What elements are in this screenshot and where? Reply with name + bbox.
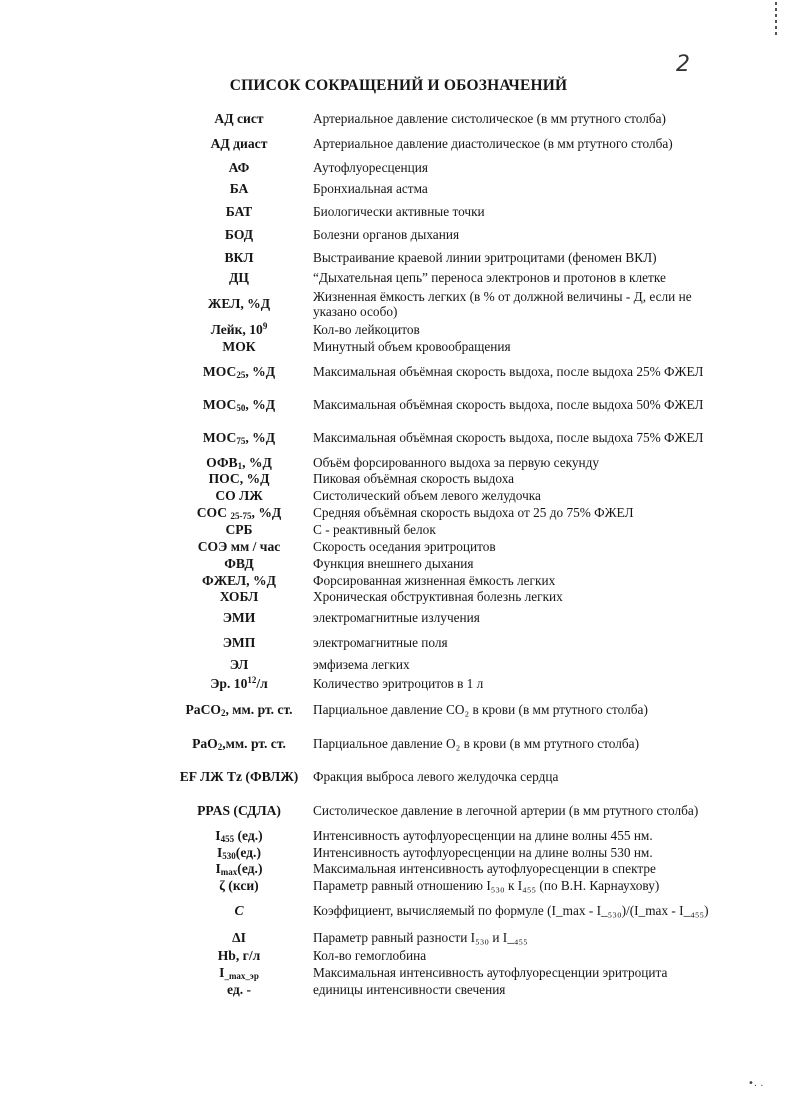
abbreviation-definition: Максимальная объёмная скорость выдоха, после выдоха 75% ФЖЕЛ bbox=[313, 429, 704, 445]
term-suffix: /л bbox=[256, 675, 268, 691]
term-text: ОФВ bbox=[206, 454, 238, 470]
term-suffix: , мм. рт. ст. bbox=[225, 702, 293, 718]
term-subscript: 2 bbox=[217, 741, 223, 752]
term-text: ФЖЕЛ, %Д bbox=[202, 572, 276, 588]
abbreviation-term bbox=[165, 201, 313, 223]
abbreviation-definition: Хроническая обструктивная болезнь легких bbox=[313, 589, 563, 605]
abbreviation-term bbox=[165, 827, 313, 844]
abbreviation-definition: эмфизема легких bbox=[313, 657, 410, 673]
abbreviation-definition: Артериальное давление диастолическое (в мм ртутного столба) bbox=[313, 135, 673, 151]
term-subscript: 25-75 bbox=[230, 510, 252, 521]
term-text: АД сист bbox=[214, 111, 264, 127]
term-suffix: , %Д bbox=[245, 429, 276, 445]
term-text: Hb, г/л bbox=[217, 947, 261, 963]
term-text: ζ (кси) bbox=[219, 877, 259, 893]
abbreviation-definition: Форсированная жизненная ёмкость легких bbox=[313, 572, 556, 588]
term-text: ЭМП bbox=[222, 635, 256, 651]
abbreviation-definition: Параметр равный разности I₅₃₀ и I_₄₅₅ bbox=[313, 929, 528, 945]
term-text: БОД bbox=[224, 227, 254, 243]
scan-artifact: •. . bbox=[748, 1078, 764, 1089]
term-text: ЖЕЛ, %Д bbox=[207, 296, 271, 312]
glossary-row bbox=[165, 504, 725, 521]
glossary-row bbox=[165, 287, 725, 321]
abbreviation-term bbox=[165, 247, 313, 269]
term-subscript: max bbox=[220, 867, 238, 878]
abbreviation-term bbox=[165, 471, 313, 487]
abbreviation-term bbox=[165, 355, 313, 388]
abbreviation-definition: Коэффициент, вычисляемый по формуле (I_max - I_₅₃₀)/(I_max - I_₄₅₅) bbox=[313, 903, 709, 919]
glossary-row bbox=[165, 981, 725, 998]
glossary-row bbox=[165, 844, 725, 861]
term-text: АФ bbox=[228, 160, 250, 176]
term-text: ΔI bbox=[232, 929, 246, 945]
abbreviation-definition: Артериальное давление систолическое (в мм ртутного столба) bbox=[313, 111, 666, 127]
abbreviation-term bbox=[165, 964, 313, 981]
term-suffix: , %Д bbox=[251, 504, 282, 520]
abbreviation-term bbox=[165, 693, 313, 727]
term-text: ЭМИ bbox=[222, 609, 256, 625]
glossary-row bbox=[165, 538, 725, 555]
term-text: БА bbox=[229, 181, 249, 197]
term-text: PPAS (СДЛА) bbox=[197, 802, 281, 818]
glossary-row bbox=[165, 421, 725, 454]
glossary-row bbox=[165, 454, 725, 471]
abbreviation-definition: С - реактивный белок bbox=[313, 521, 436, 537]
term-suffix: ,мм. рт. ст. bbox=[222, 735, 286, 751]
glossary-row bbox=[165, 928, 725, 947]
abbreviation-term bbox=[165, 110, 313, 128]
glossary-row bbox=[165, 159, 725, 177]
abbreviation-definition: Количество эритроцитов в 1 л bbox=[313, 675, 484, 691]
glossary-row bbox=[165, 964, 725, 981]
abbreviation-definition: Пиковая объёмная скорость выдоха bbox=[313, 471, 515, 487]
glossary-row bbox=[165, 223, 725, 247]
term-text: СО ЛЖ bbox=[215, 487, 263, 503]
page-number: 2 bbox=[676, 52, 690, 77]
glossary-row bbox=[165, 589, 725, 605]
term-text: СОЭ мм / час bbox=[197, 538, 281, 554]
term-text: I bbox=[215, 861, 221, 877]
glossary-row bbox=[165, 674, 725, 693]
term-text: ЭЛ bbox=[229, 657, 249, 673]
term-text: МОС bbox=[202, 429, 237, 445]
term-subscript: 530 bbox=[222, 850, 236, 861]
abbreviation-definition: Функция внешнего дыхания bbox=[313, 555, 474, 571]
term-text: PaCO bbox=[185, 702, 221, 718]
abbreviation-term bbox=[165, 605, 313, 630]
glossary-row bbox=[165, 339, 725, 355]
glossary-row bbox=[165, 877, 725, 894]
abbreviation-term bbox=[165, 844, 313, 861]
abbreviation-term bbox=[165, 454, 313, 471]
abbreviation-definition: электромагнитные поля bbox=[313, 635, 448, 651]
abbreviation-term bbox=[165, 630, 313, 656]
glossary-row bbox=[165, 760, 725, 794]
abbreviation-term bbox=[165, 269, 313, 287]
term-text: ед. - bbox=[226, 981, 252, 997]
page-title: СПИСОК СОКРАЩЕНИЙ И ОБОЗНАЧЕНИЙ bbox=[229, 77, 568, 94]
glossary-row bbox=[165, 110, 725, 128]
glossary-row bbox=[165, 605, 725, 630]
term-text: I bbox=[215, 827, 221, 843]
abbreviation-term bbox=[165, 981, 313, 998]
term-subscript: 25 bbox=[236, 369, 246, 380]
abbreviation-definition: Максимальная объёмная скорость выдоха, после выдоха 50% ФЖЕЛ bbox=[313, 396, 704, 412]
glossary-row bbox=[165, 727, 725, 760]
abbreviation-term bbox=[165, 589, 313, 605]
abbreviation-definition: Интенсивность аутофлуоресценции на длине волны 530 нм. bbox=[313, 844, 653, 860]
abbreviations-table bbox=[165, 110, 725, 998]
abbreviation-definition: Параметр равный отношению I₅₃₀ к I₄₅₅ (по В.Н. Карнаухову) bbox=[313, 877, 660, 893]
term-text: Лейк, 10 bbox=[210, 322, 263, 338]
abbreviation-definition: Фракция выброса левого желудочка сердца bbox=[313, 769, 559, 785]
glossary-row bbox=[165, 471, 725, 487]
abbreviation-term bbox=[165, 177, 313, 201]
abbreviation-term bbox=[165, 572, 313, 589]
abbreviation-term bbox=[165, 794, 313, 827]
abbreviation-term bbox=[165, 321, 313, 339]
abbreviation-term bbox=[165, 861, 313, 877]
term-suffix: (ед.) bbox=[234, 827, 263, 843]
abbreviation-term bbox=[165, 223, 313, 247]
abbreviation-definition: Средняя объёмная скорость выдоха от 25 до 75% ФЖЕЛ bbox=[313, 504, 634, 520]
scan-margin-mark bbox=[775, 2, 777, 38]
abbreviation-definition: Бронхиальная астма bbox=[313, 181, 428, 197]
term-text: ДЦ bbox=[229, 270, 249, 286]
term-text: C bbox=[234, 903, 244, 919]
glossary-row bbox=[165, 201, 725, 223]
abbreviation-definition: Систолическое давление в легочной артерии (в мм ртутного столба) bbox=[313, 802, 699, 818]
abbreviation-term bbox=[165, 727, 313, 760]
abbreviation-definition: Максимальная интенсивность аутофлуоресценции в спектре bbox=[313, 861, 656, 877]
abbreviation-term bbox=[165, 388, 313, 421]
abbreviation-term bbox=[165, 947, 313, 964]
glossary-row bbox=[165, 555, 725, 572]
abbreviation-term bbox=[165, 894, 313, 928]
abbreviation-term bbox=[165, 521, 313, 538]
term-text: ВКЛ bbox=[224, 250, 254, 266]
term-subscript: 1 bbox=[237, 460, 243, 471]
abbreviation-term bbox=[165, 760, 313, 794]
glossary-row bbox=[165, 269, 725, 287]
abbreviation-definition: Аутофлуоресценция bbox=[313, 160, 429, 176]
term-text: МОС bbox=[202, 363, 237, 379]
term-superscript: 12 bbox=[247, 674, 257, 685]
glossary-row bbox=[165, 693, 725, 727]
term-text: ФВД bbox=[224, 555, 254, 571]
abbreviation-term bbox=[165, 287, 313, 321]
term-text: I bbox=[217, 844, 223, 860]
abbreviation-definition: Максимальная объёмная скорость выдоха, после выдоха 25% ФЖЕЛ bbox=[313, 363, 704, 379]
glossary-row bbox=[165, 947, 725, 964]
glossary-row bbox=[165, 861, 725, 877]
term-text: МОК bbox=[222, 339, 256, 355]
abbreviation-term bbox=[165, 538, 313, 555]
glossary-row bbox=[165, 355, 725, 388]
term-text: PaO bbox=[192, 735, 218, 751]
abbreviation-definition: Систолический объем левого желудочка bbox=[313, 487, 541, 503]
glossary-row bbox=[165, 177, 725, 201]
term-subscript: 2 bbox=[220, 708, 226, 719]
term-subscript: _max_эр bbox=[224, 970, 259, 981]
abbreviation-definition: Кол-во лейкоцитов bbox=[313, 322, 420, 338]
term-text: СРБ bbox=[225, 521, 253, 537]
term-text: МОС bbox=[202, 396, 237, 412]
abbreviation-term bbox=[165, 128, 313, 159]
abbreviation-definition: электромагнитные излучения bbox=[313, 609, 480, 625]
term-text: ХОБЛ bbox=[219, 589, 259, 605]
abbreviation-definition: единицы интенсивности свечения bbox=[313, 981, 506, 997]
glossary-row bbox=[165, 487, 725, 504]
abbreviation-term bbox=[165, 339, 313, 355]
term-subscript: 50 bbox=[236, 402, 246, 413]
glossary-row bbox=[165, 894, 725, 928]
glossary-row bbox=[165, 794, 725, 827]
abbreviation-definition: Интенсивность аутофлуоресценции на длине волны 455 нм. bbox=[313, 827, 653, 843]
term-suffix: , %Д bbox=[242, 454, 272, 470]
abbreviation-term bbox=[165, 928, 313, 947]
glossary-row bbox=[165, 521, 725, 538]
term-subscript: 75 bbox=[236, 435, 246, 446]
term-text: ПОС, %Д bbox=[208, 471, 270, 487]
abbreviation-definition: Объём форсированного выдоха за первую секунду bbox=[313, 454, 600, 470]
glossary-row bbox=[165, 630, 725, 656]
abbreviation-term bbox=[165, 555, 313, 572]
glossary-row bbox=[165, 247, 725, 269]
abbreviation-definition: Выстраивание краевой линии эритроцитами (феномен ВКЛ) bbox=[313, 250, 657, 266]
abbreviation-definition: Минутный объем кровообращения bbox=[313, 339, 511, 355]
term-text: БАТ bbox=[225, 204, 253, 220]
term-superscript: 9 bbox=[262, 321, 268, 332]
term-text: I bbox=[219, 964, 225, 980]
abbreviation-definition: Парциальное давление О₂ в крови (в мм ртутного столба) bbox=[313, 735, 640, 751]
abbreviation-definition: Кол-во гемоглобина bbox=[313, 947, 427, 963]
term-text: EF ЛЖ Tz (ФВЛЖ) bbox=[179, 769, 299, 785]
abbreviation-term bbox=[165, 504, 313, 521]
term-text: АД диаст bbox=[210, 135, 268, 151]
abbreviation-definition: “Дыхательная цепь” переноса электронов и протонов в клетке bbox=[313, 270, 666, 286]
glossary-row bbox=[165, 656, 725, 674]
abbreviation-definition: Максимальная интенсивность аутофлуоресценции эритроцита bbox=[313, 964, 668, 980]
abbreviation-term bbox=[165, 674, 313, 693]
abbreviation-definition: Парциальное давление СО₂ в крови (в мм ртутного столба) bbox=[313, 702, 648, 718]
abbreviation-term bbox=[165, 656, 313, 674]
abbreviation-term bbox=[165, 877, 313, 894]
abbreviation-term bbox=[165, 421, 313, 454]
abbreviation-term bbox=[165, 159, 313, 177]
glossary-row bbox=[165, 572, 725, 589]
term-suffix: , %Д bbox=[245, 396, 276, 412]
term-suffix: (ед.) bbox=[235, 844, 261, 860]
abbreviation-definition: Биологически активные точки bbox=[313, 204, 485, 220]
term-suffix: , %Д bbox=[245, 363, 276, 379]
term-text: СОС bbox=[196, 504, 231, 520]
abbreviation-definition: Жизненная ёмкость легких (в % от должной величины - Д, если не указано особо) bbox=[313, 288, 692, 319]
abbreviation-definition: Скорость оседания эритроцитов bbox=[313, 538, 496, 554]
term-text: Эр. 10 bbox=[210, 675, 248, 691]
abbreviation-term bbox=[165, 487, 313, 504]
term-subscript: 455 bbox=[220, 833, 235, 844]
glossary-row bbox=[165, 321, 725, 339]
term-suffix: (ед.) bbox=[237, 861, 263, 877]
abbreviation-definition: Болезни органов дыхания bbox=[313, 227, 460, 243]
glossary-row bbox=[165, 388, 725, 421]
glossary-row bbox=[165, 128, 725, 159]
glossary-row bbox=[165, 827, 725, 844]
